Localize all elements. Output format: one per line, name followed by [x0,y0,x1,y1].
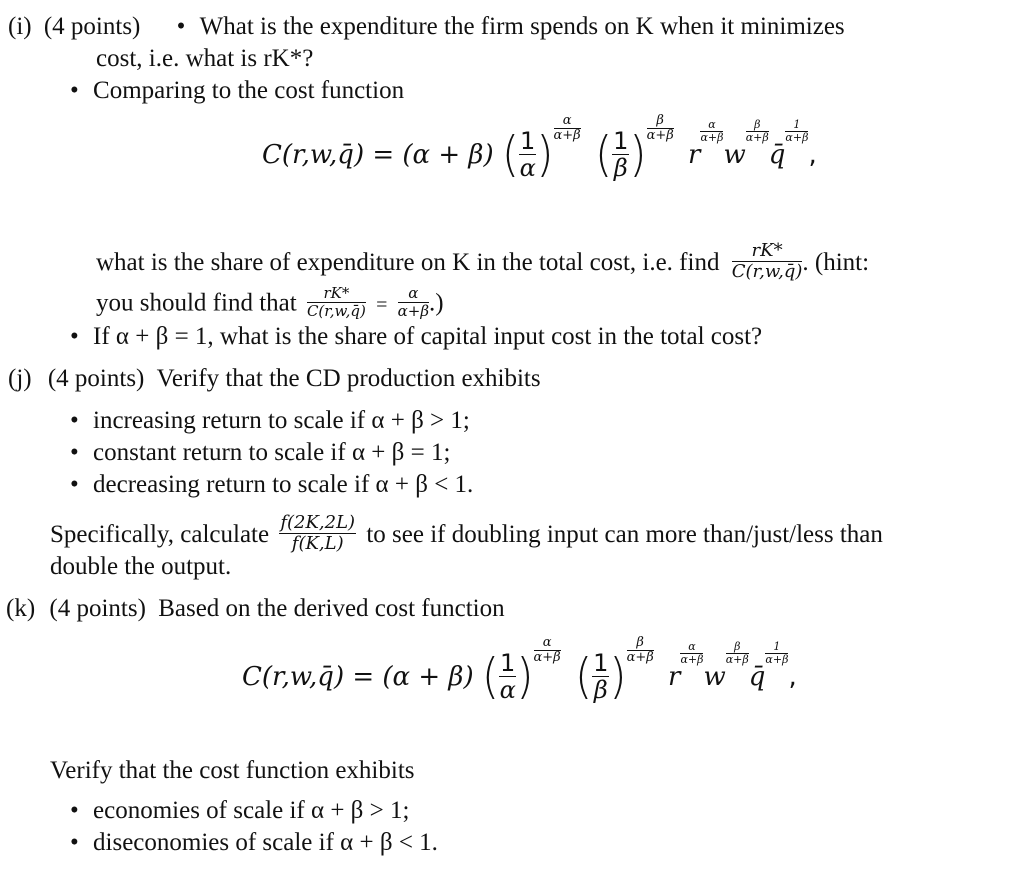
part-j-specifically [50,512,883,557]
part-i-bullet1-line1: What is the expenditure the firm spends on K when it minimizes [199,13,845,40]
part-j-intro: Verify that the CD production exhibits [156,365,541,392]
part-j-item-1 [70,406,470,436]
left-paren: ( [574,648,593,705]
part-i-bullet2-text: Comparing to the cost function [93,77,405,104]
left-paren: ( [501,126,520,183]
var-w: w [723,139,746,170]
formula-lhs: C(r,w,q̄) = (α + β) [262,139,494,170]
bullet: • [70,439,79,466]
exp-w: $\frac{\beta}{\alpha+\beta}$ [725,640,749,666]
part-j-header [8,364,541,394]
one-over-beta: $\frac{1}{\beta}$ [593,649,609,705]
part-k-header [6,594,505,624]
exponent-beta: $\frac{\beta}{\alpha+\beta}$ [626,635,654,665]
part-k-item-1 [70,796,409,826]
bullet: • [70,77,79,104]
share-line [96,240,870,285]
hint-close: .) [429,289,444,317]
part-k-item-2 [70,828,438,858]
part-j-spec-c: double the output. [50,553,232,580]
exp-r: $\frac{\alpha}{\alpha+\beta}$ [700,118,724,144]
formula-lhs: C(r,w,q̄) = (α + β) [242,661,474,692]
share-fraction: $\frac{rK*}{C(r,w,q̄)}$ [731,240,803,282]
part-j-item-text: constant return to scale if α + β = 1; [93,439,451,466]
var-q: q̄ [768,139,786,170]
cost-function-formula-1 [262,113,817,183]
part-j-item-3 [70,470,473,500]
var-q: q̄ [748,661,766,692]
hint-line [96,284,444,322]
left-paren: ( [481,648,500,705]
var-r: r [688,139,701,170]
exponent-beta: $\frac{\beta}{\alpha+\beta}$ [646,113,674,143]
hint-text: you should find that [96,289,297,317]
bullet: • [70,797,79,824]
bullet: • [70,829,79,856]
share-text: what is the share of expenditure on K in the total cost, i.e. find [96,249,720,277]
left-paren: ( [594,126,613,183]
exponent-alpha: $\frac{\alpha}{\alpha+\beta}$ [553,113,581,143]
part-i-bullet3-text: If α + β = 1, what is the share of capital input cost in the total cost? [93,323,763,350]
part-k-points: (4 points) [49,595,146,622]
ratio-fraction: $\frac{f(2K,2L)}{f(K,L)}$ [280,512,356,554]
spec-text-b: to see if doubling input can more than/just/less than [366,521,883,549]
hint-fraction-rhs: $\frac{\alpha}{\alpha+\beta}$ [397,284,429,320]
one-over-beta: $\frac{1}{\beta}$ [613,127,629,183]
right-paren: ) [609,648,627,705]
right-paren: ) [536,126,554,183]
right-paren: ) [629,126,647,183]
part-k-verify: Verify that the cost function exhibits [50,757,415,784]
hint-fraction-lhs: $\frac{rK*}{C(r,w,q̄)}$ [306,284,366,320]
part-i-header [8,12,845,42]
bullet: • [176,13,186,40]
part-i-bullet1-line2: cost, i.e. what is rK*? [96,45,314,72]
one-over-alpha: $\frac{1}{\alpha}$ [499,649,516,705]
part-i-bullet3 [70,322,762,352]
part-k-item-text: diseconomies of scale if α + β < 1. [93,829,438,856]
part-i-label: (i) [8,13,32,40]
exp-q: $\frac{1}{\alpha+\beta}$ [785,118,809,144]
bullet: • [70,471,79,498]
formula-tail: , [808,139,817,170]
part-k-item-text: economies of scale if α + β > 1; [93,797,410,824]
part-j-item-text: increasing return to scale if α + β > 1; [93,407,470,434]
exp-q: $\frac{1}{\alpha+\beta}$ [765,640,789,666]
part-j-item-2 [70,438,450,468]
part-j-points: (4 points) [47,365,145,392]
share-hint: . (hint: [802,249,870,277]
bullet: • [70,323,79,350]
bullet: • [70,407,79,434]
formula-tail: , [788,661,797,692]
part-k-label: (k) [6,595,36,622]
part-j-label: (j) [8,365,32,392]
equals: = [376,293,388,316]
part-i-points: (4 points) [43,13,141,40]
cost-function-formula-2 [242,635,797,705]
right-paren: ) [516,648,534,705]
var-r: r [668,661,681,692]
part-i-bullet2 [70,76,404,106]
var-w: w [703,661,726,692]
spec-text-a: Specifically, calculate [50,521,270,549]
exp-w: $\frac{\beta}{\alpha+\beta}$ [745,118,769,144]
exp-r: $\frac{\alpha}{\alpha+\beta}$ [680,640,704,666]
one-over-alpha: $\frac{1}{\alpha}$ [519,127,536,183]
exponent-alpha: $\frac{\alpha}{\alpha+\beta}$ [533,635,561,665]
part-j-item-text: decreasing return to scale if α + β < 1. [93,471,474,498]
part-k-intro: Based on the derived cost function [158,595,505,622]
